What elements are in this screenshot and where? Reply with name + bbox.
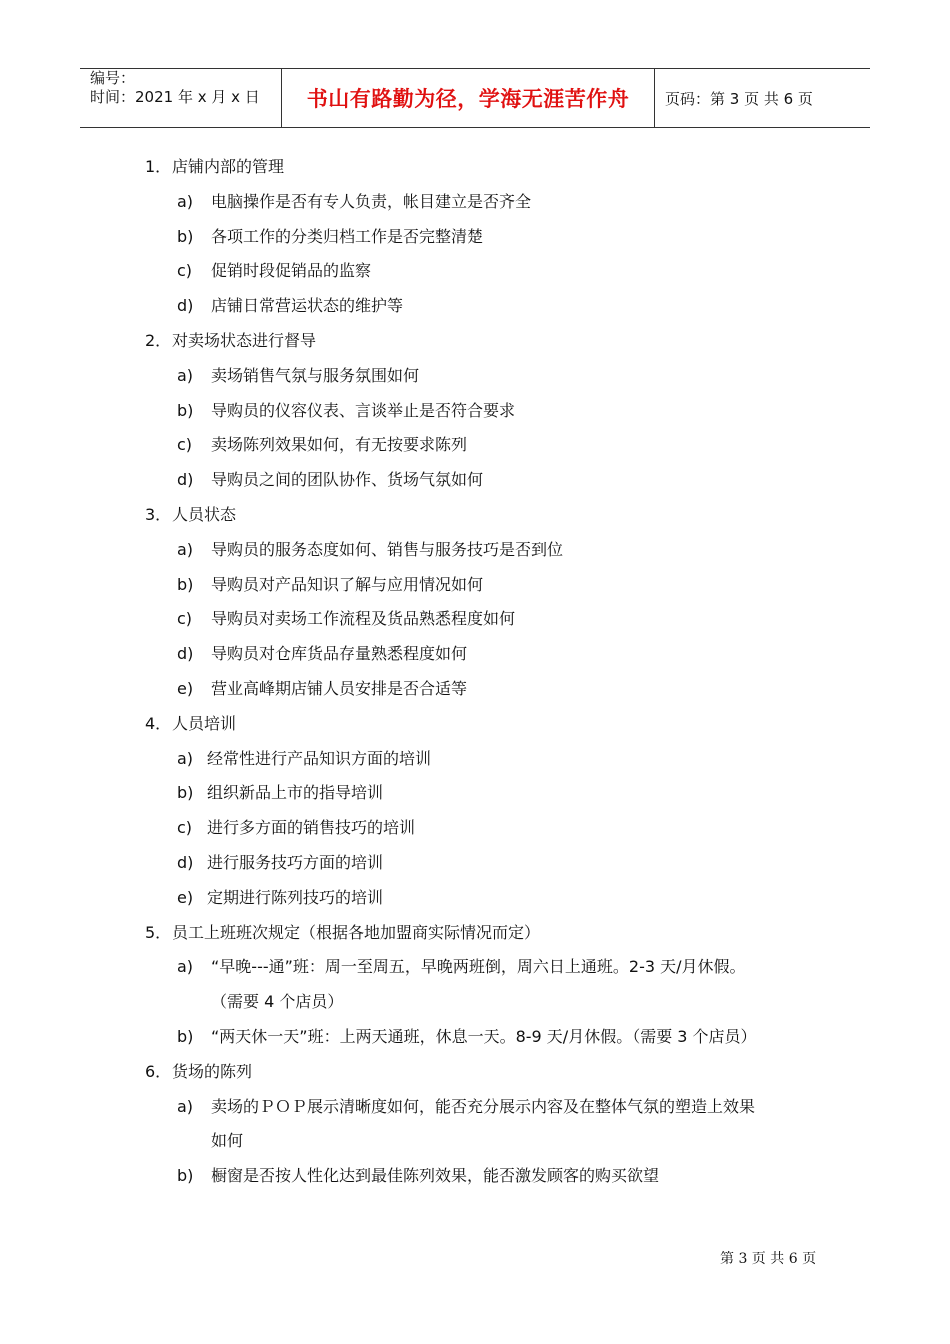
header-left-cell — [80, 69, 281, 127]
header-motto-cell — [281, 69, 655, 127]
list-item — [177, 227, 483, 247]
section-heading — [145, 1062, 252, 1082]
list-item — [177, 957, 746, 977]
list-item-text: “两天休一天”班：上两天通班，休息一天。8-9 天/月休假。（需要 3 个店员） — [211, 1027, 757, 1046]
list-item — [177, 296, 403, 316]
list-item-label: b) — [177, 1027, 194, 1046]
list-item-text: 导购员之间的团队协作、货场气氛如何 — [211, 470, 484, 490]
list-item-label: d) — [177, 853, 194, 872]
list-item-text: 导购员对卖场工作流程及货品熟悉程度如何 — [211, 609, 516, 629]
list-item-text: 店铺日常营运状态的维护等 — [211, 296, 404, 316]
document-time-label: 时间：2021 年 x 月 x 日 — [90, 88, 260, 106]
list-item-text: 组织新品上市的指导培训 — [207, 783, 384, 803]
list-item — [177, 261, 371, 281]
list-item-label: d) — [177, 296, 194, 316]
section-title: 店铺内部的管理 — [172, 157, 285, 176]
page-header — [80, 68, 870, 128]
header-motto: 书山有路勤为径，学海无涯苦作舟 — [306, 87, 630, 111]
list-item — [177, 540, 563, 560]
section-title: 人员培训 — [172, 713, 237, 733]
section-heading — [145, 923, 540, 943]
list-item — [177, 435, 467, 455]
section-number: 6． — [145, 1061, 172, 1081]
list-item — [177, 1166, 659, 1186]
header-page-label: 页码：第 3 页 共 6 页 — [665, 89, 813, 108]
list-item-text: 橱窗是否按人性化达到最佳陈列效果，能否激发顾客的购买欲望 — [211, 1166, 660, 1186]
list-item — [177, 470, 483, 490]
list-item-label: d) — [177, 644, 194, 664]
list-item-label: b) — [177, 400, 194, 420]
list-item-text: 导购员对产品知识了解与应用情况如何 — [211, 574, 484, 594]
section-title: 员工上班班次规定（根据各地加盟商实际情况而定） — [172, 922, 541, 942]
section-number: 3． — [145, 505, 172, 524]
list-item-label: a) — [177, 1096, 194, 1116]
list-item-text: 导购员的仪容仪表、言谈举止是否符合要求 — [211, 400, 516, 420]
list-item-label: c) — [177, 435, 193, 455]
list-item-label: b) — [177, 226, 194, 246]
list-item-text: 促销时段促销品的监察 — [211, 261, 372, 281]
list-item-label: a) — [177, 191, 194, 211]
list-item-text: 卖场销售气氛与服务氛围如何 — [211, 365, 420, 385]
list-item — [177, 192, 531, 212]
list-item-label: c) — [177, 261, 193, 281]
list-item-label: b) — [177, 574, 194, 594]
list-item — [177, 575, 483, 595]
list-item — [177, 1027, 757, 1047]
section-title: 对卖场状态进行督导 — [172, 331, 317, 350]
section-number: 5． — [145, 922, 172, 942]
list-item-text: 卖场陈列效果如何，有无按要求陈列 — [211, 435, 468, 455]
list-item-label: b) — [177, 1166, 194, 1186]
list-item-text: 导购员对仓库货品存量熟悉程度如何 — [211, 644, 468, 664]
list-item — [177, 366, 419, 386]
page-footer: 第 3 页 共 6 页 — [720, 1251, 817, 1267]
list-item-text: 各项工作的分类归档工作是否完整清楚 — [211, 226, 484, 246]
list-item-label: c) — [177, 818, 193, 838]
list-item-text: 定期进行陈列技巧的培训 — [207, 887, 384, 907]
section-heading — [145, 714, 236, 734]
list-item — [177, 1097, 755, 1117]
list-item-text: 电脑操作是否有专人负责，帐目建立是否齐全 — [211, 191, 532, 211]
list-item-label: b) — [177, 783, 194, 803]
document-number-label: 编号： — [90, 69, 136, 87]
list-item-label: d) — [177, 470, 194, 490]
list-item-text: “早晚---通”班：周一至周五，早晚两班倒，周六日上通班。2-3 天/月休假。 — [211, 957, 746, 977]
section-number: 4． — [145, 713, 172, 733]
list-item-label: c) — [177, 609, 193, 629]
list-item-text: 营业高峰期店铺人员安排是否合适等 — [211, 679, 468, 698]
list-item — [177, 783, 383, 803]
section-heading — [145, 505, 236, 525]
header-page-cell — [655, 69, 870, 127]
list-item — [177, 644, 467, 664]
list-item-text: 经常性进行产品知识方面的培训 — [207, 748, 432, 768]
list-item-label: e) — [177, 887, 194, 907]
list-item-label: a) — [177, 539, 194, 559]
list-item-text: 卖场的ＰＯＰ展示清晰度如何，能否充分展示内容及在整体气氛的塑造上效果 — [211, 1096, 756, 1116]
list-item — [177, 401, 515, 421]
list-item-label: a) — [177, 957, 194, 977]
section-title: 货场的陈列 — [172, 1061, 253, 1081]
list-item — [177, 679, 467, 699]
list-item — [177, 609, 515, 629]
list-item-label: a) — [177, 365, 194, 385]
section-number: 2． — [145, 331, 172, 350]
list-item-continuation: 如何 — [211, 1131, 244, 1151]
list-item-text: 进行多方面的销售技巧的培训 — [207, 818, 416, 838]
list-item — [177, 853, 383, 873]
list-item-text: 导购员的服务态度如何、销售与服务技巧是否到位 — [211, 539, 564, 559]
list-item-text: 进行服务技巧方面的培训 — [207, 853, 384, 872]
section-heading — [145, 157, 284, 177]
list-item-label: a) — [177, 748, 194, 768]
list-item-label: e) — [177, 679, 194, 698]
section-number: 1． — [145, 157, 172, 176]
list-item — [177, 888, 383, 908]
list-item — [177, 749, 431, 769]
section-heading — [145, 331, 316, 351]
list-item-continuation: （需要 4 个店员） — [211, 992, 344, 1012]
section-title: 人员状态 — [172, 505, 237, 524]
list-item — [177, 818, 415, 838]
